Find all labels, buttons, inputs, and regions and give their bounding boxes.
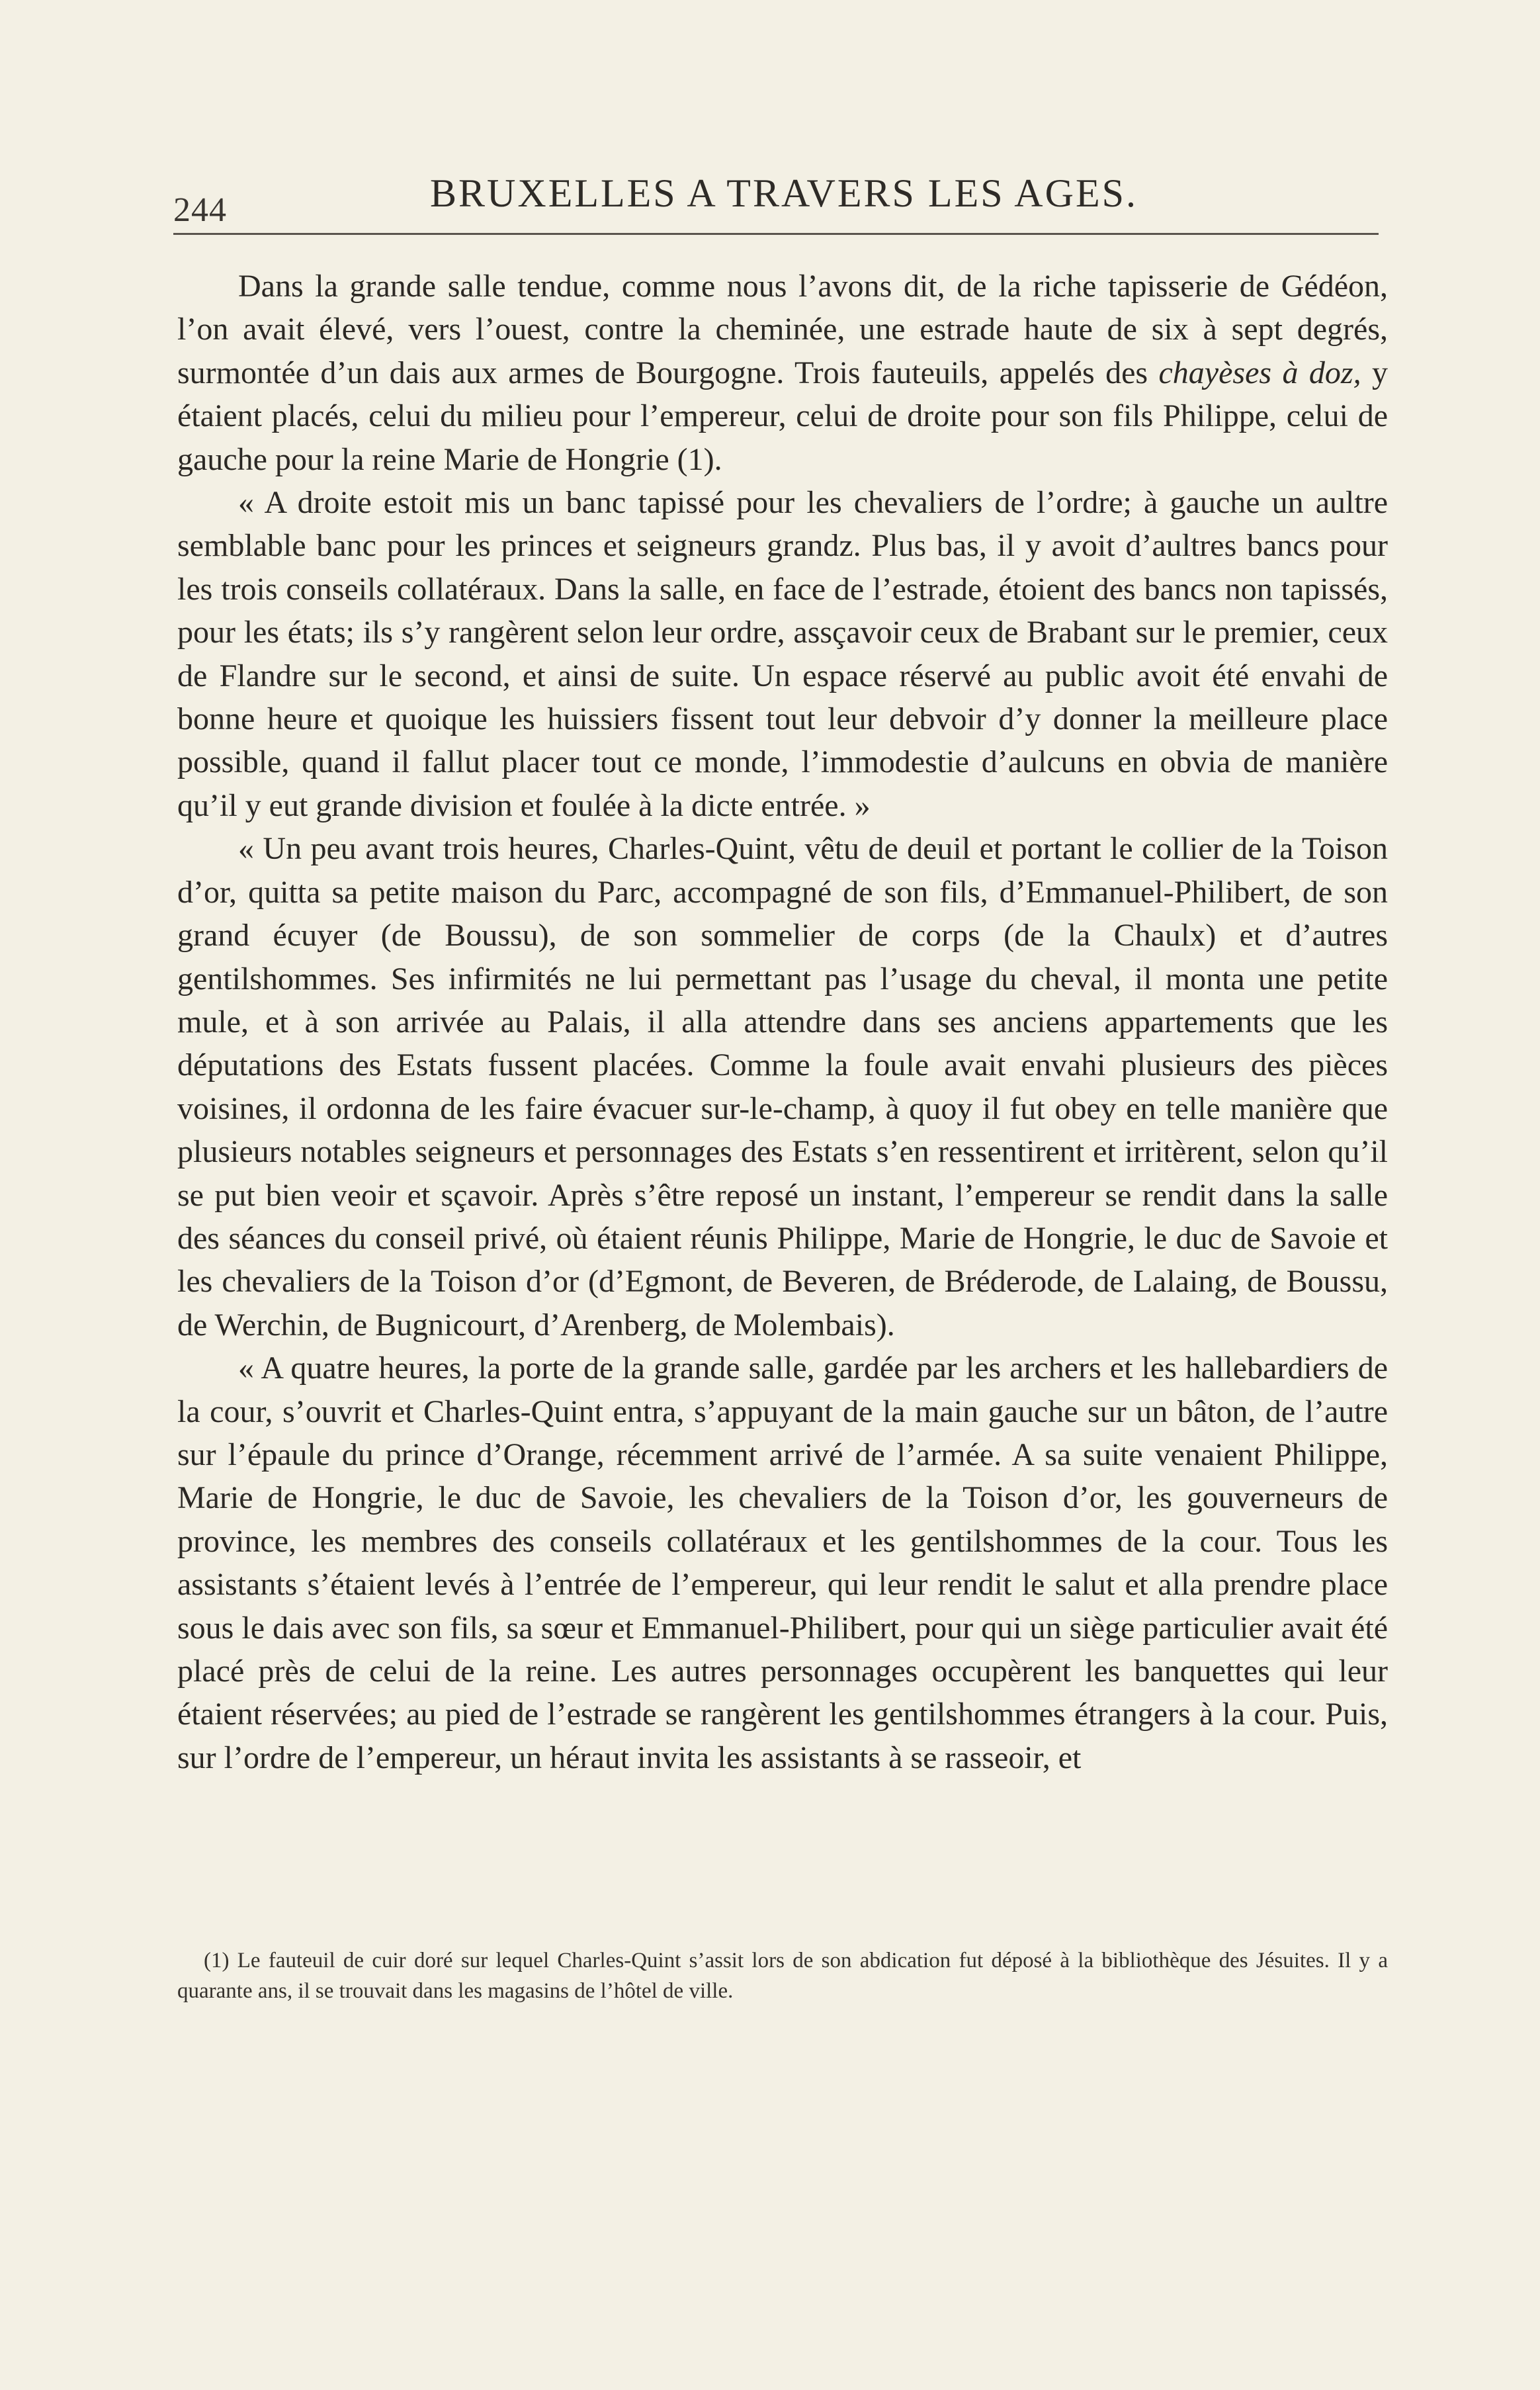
paragraph-1-text-b: y étaient placés, celui du milieu pour l’empereur, celui de droite pour son fils Philippe, celui de gauche pour la reine Marie de Hongrie (1). bbox=[177, 355, 1389, 477]
footnote-1: (1) Le fauteuil de cuir doré sur lequel Charles-Quint s’assit lors de son abdication fut déposé à la bibliothèque des Jésuites. Il y a quarante ans, il se trouvait dans les magasins de l’hôtel de ville. bbox=[177, 1949, 1388, 2003]
paragraph-1-text-a: Dans la grande salle tendue, comme nous l’avons dit, de la riche tapisserie de Gédéon, l’on avait élevé, vers l’ouest, contre la cheminée, une estrade haute de six à sept degrés, surmontée d’un dais aux armes de Bourgogne. Trois fauteuils, appelés des bbox=[177, 269, 1388, 390]
paragraph-4: « A quatre heures, la porte de la grande salle, gardée par les archers et les hallebardiers de la cour, s’ouvrit et Charles-Quint entra, s’appuyant de la main gauche sur un bâton, de l’autre sur l’épaule du prince d’Orange, récemment arrivé de l’armée. A sa suite venaient Philippe, Marie de Hongrie, le duc de Savoie, les chevaliers de la Toison d’or, les gouverneurs de province, les membres des conseils collatéraux et les gentilshommes de la cour. Tous les assistants s’étaient levés à l’entrée de l’empereur, qui leur rendit le salut et alla prendre place sous le dais avec son fils, sa sœur et Emmanuel-Philibert, pour qui un siège particulier avait été placé près de celui de la reine. Les autres personnages occupèrent les banquettes qui leur étaient réservées; au pied de l’estrade se rangèrent les gentilshommes étrangers à la cour. Puis, sur l’ordre de l’empereur, un héraut invita les assistants à se rasseoir, et bbox=[177, 1350, 1388, 1775]
footnotes bbox=[177, 1945, 1388, 2006]
page-number: 244 bbox=[173, 191, 227, 229]
paragraph-1-italic: chayèses à doz, bbox=[1158, 355, 1361, 390]
paragraph-1 bbox=[177, 265, 1388, 481]
body-text bbox=[177, 265, 1388, 1779]
running-title: BRUXELLES A TRAVERS LES AGES. bbox=[430, 171, 1138, 215]
paragraph-2: « A droite estoit mis un banc tapissé pour les chevaliers de l’ordre; à gauche un aultre semblable banc pour les princes et seigneurs grandz. Plus bas, il y avoit d’aultres bancs pour les trois conseils collatéraux. Dans la salle, en face de l’estrade, étoient des bancs non tapissés, pour les états; ils s’y rangèrent selon leur ordre, assçavoir ceux de Brabant sur le premier, ceux de Flandre sur le second, et ainsi de suite. Un espace réservé au public avoit été envahi de bonne heure et quoique les huissiers fissent tout leur debvoir d’y donner la meilleure place possible, quand il fallut placer tout ce monde, l’immodestie d’aulcuns en obvia de manière qu’il y eut grande division et foulée à la dicte entrée. » bbox=[177, 485, 1388, 823]
header-rule bbox=[173, 233, 1379, 235]
paragraph-3: « Un peu avant trois heures, Charles-Quint, vêtu de deuil et portant le collier de la Toison d’or, quitta sa petite maison du Parc, accompagné de son fils, d’Emmanuel-Philibert, de son grand écuyer (de Boussu), de son sommelier de corps (de la Chaulx) et d’autres gentilshommes. Ses infirmités ne lui permettant pas l’usage du cheval, il monta une petite mule, et à son arrivée au Palais, il alla attendre dans ses anciens appartements que les députations des Estats fussent placées. Comme la foule avait envahi plusieurs des pièces voisines, il ordonna de les faire évacuer sur-le-champ, à quoy il fut obey en telle manière que plusieurs notables seigneurs et personnages des Estats s’en ressentirent et irritèrent, selon qu’il se put bien veoir et sçavoir. Après s’être reposé un instant, l’empereur se rendit dans la salle des séances du conseil privé, où étaient réunis Philippe, Marie de Hongrie, le duc de Savoie et les chevaliers de la Toison d’or (d’Egmont, de Beveren, de Bréderode, de Lalaing, de Boussu, de Werchin, de Bugnicourt, d’Arenberg, de Molembais). bbox=[177, 831, 1388, 1343]
